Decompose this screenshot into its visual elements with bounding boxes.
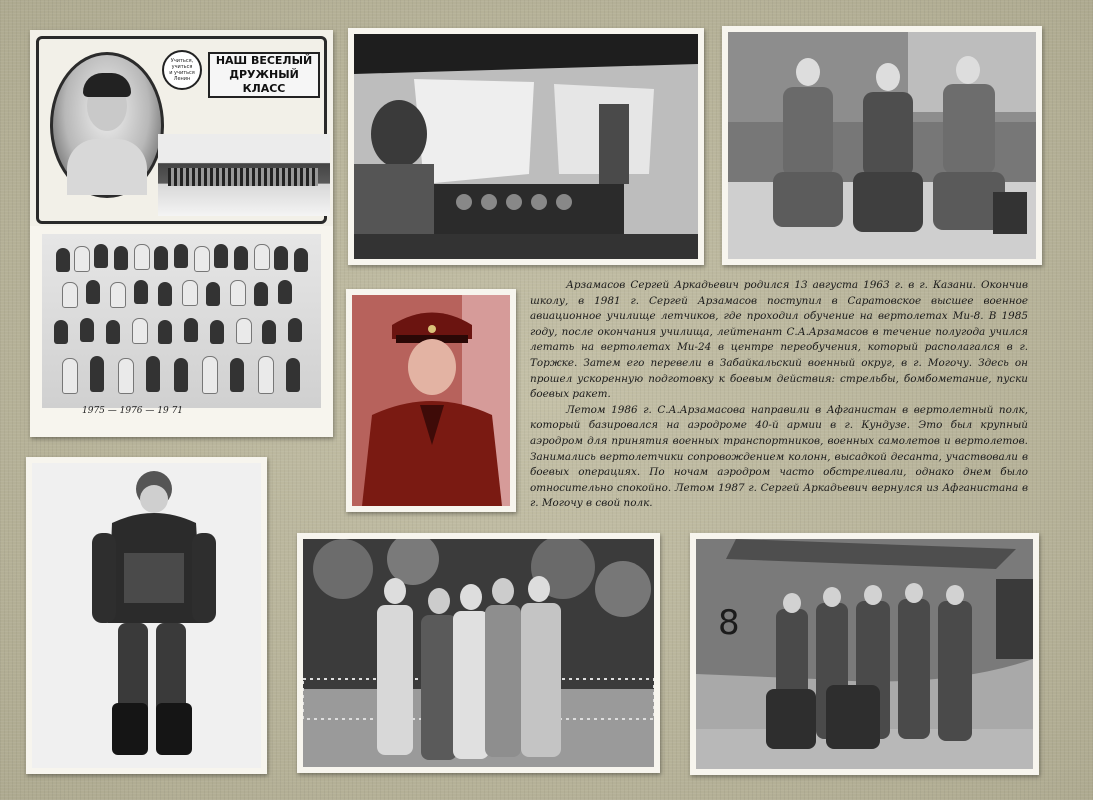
cockpit-illustration xyxy=(354,34,698,259)
class-card-title: НАШ ВЕСЕЛЫЙ ДРУЖНЫЙ КЛАСС xyxy=(208,52,320,98)
biography-paragraph-1: Арзамасов Сергей Аркадьевич родился 13 августа 1963 г. в г. Казани. Окончив школу, в 1981 г. Сергей Арзамасов поступил в Саратовское высшее военное авиационное училище летчиков, где проходил обучение на вертолетах Ми-8. В 1985 году, после окончания училища, лейтенант С.А.Арзамасов в течение полугода учился летать на вертолетах Ми-24 в центре переобучения, который располагался в г. Торжке. Затем его перевели в Забайкальский военный округ, в г. Могочу. Здесь он прошел ускоренную подготовку к боевым действия: стрельбы, бомбометание, пуски боевых ракет. xyxy=(530,279,1028,401)
motto-scroll: Учиться, учиться и учиться Ленин xyxy=(162,50,202,90)
class-group-photo xyxy=(42,234,321,408)
officer-portrait-illustration xyxy=(352,295,510,506)
class-years-ribbon: 1975 — 1976 — 19 71 xyxy=(82,406,184,416)
class-card-photo xyxy=(30,30,333,437)
five-men-image xyxy=(303,539,654,767)
officer-portrait-image xyxy=(352,295,510,506)
helicopter-tail-number: 8 xyxy=(718,603,740,643)
pilot-in-snow-photo xyxy=(26,457,267,774)
biography-paragraph-2: Летом 1986 г. С.А.Арзамасова направили в Афганистан в вертолетный полк, который базировался на аэродроме 40-й армии в г. Кундузе. Это был крупный аэродром для принятия военных транспортников, военных самолетов и вертолетов. Занимались вертолетчики сопровождением колонн, высадкой десанта, участвовали в боевых операциях. По ночам аэродром часто обстреливали, однако днем было относительно спокойно. Летом 1987 г. Сергей Аркадьевич вернулся из Афганистана в г. Могочу в свой полк. xyxy=(530,403,1028,510)
five-men-illustration xyxy=(303,539,654,767)
pilot-in-snow-illustration xyxy=(32,463,261,768)
helicopter-crew-image xyxy=(696,539,1033,769)
class-card-header xyxy=(30,30,333,226)
three-officers-image xyxy=(728,32,1036,259)
cockpit-photo-image xyxy=(354,34,698,259)
three-officers-photo xyxy=(722,26,1042,265)
biography-text xyxy=(530,278,1028,512)
three-officers-illustration xyxy=(728,32,1036,259)
school-building-photo xyxy=(158,134,330,216)
five-men-photo xyxy=(297,533,660,773)
cockpit-photo xyxy=(348,28,704,265)
schoolboy-portrait xyxy=(50,52,164,198)
helicopter-crew-illustration xyxy=(696,539,1033,769)
pilot-in-snow-image xyxy=(32,463,261,768)
helicopter-crew-photo xyxy=(690,533,1039,775)
officer-portrait-photo xyxy=(346,289,516,512)
